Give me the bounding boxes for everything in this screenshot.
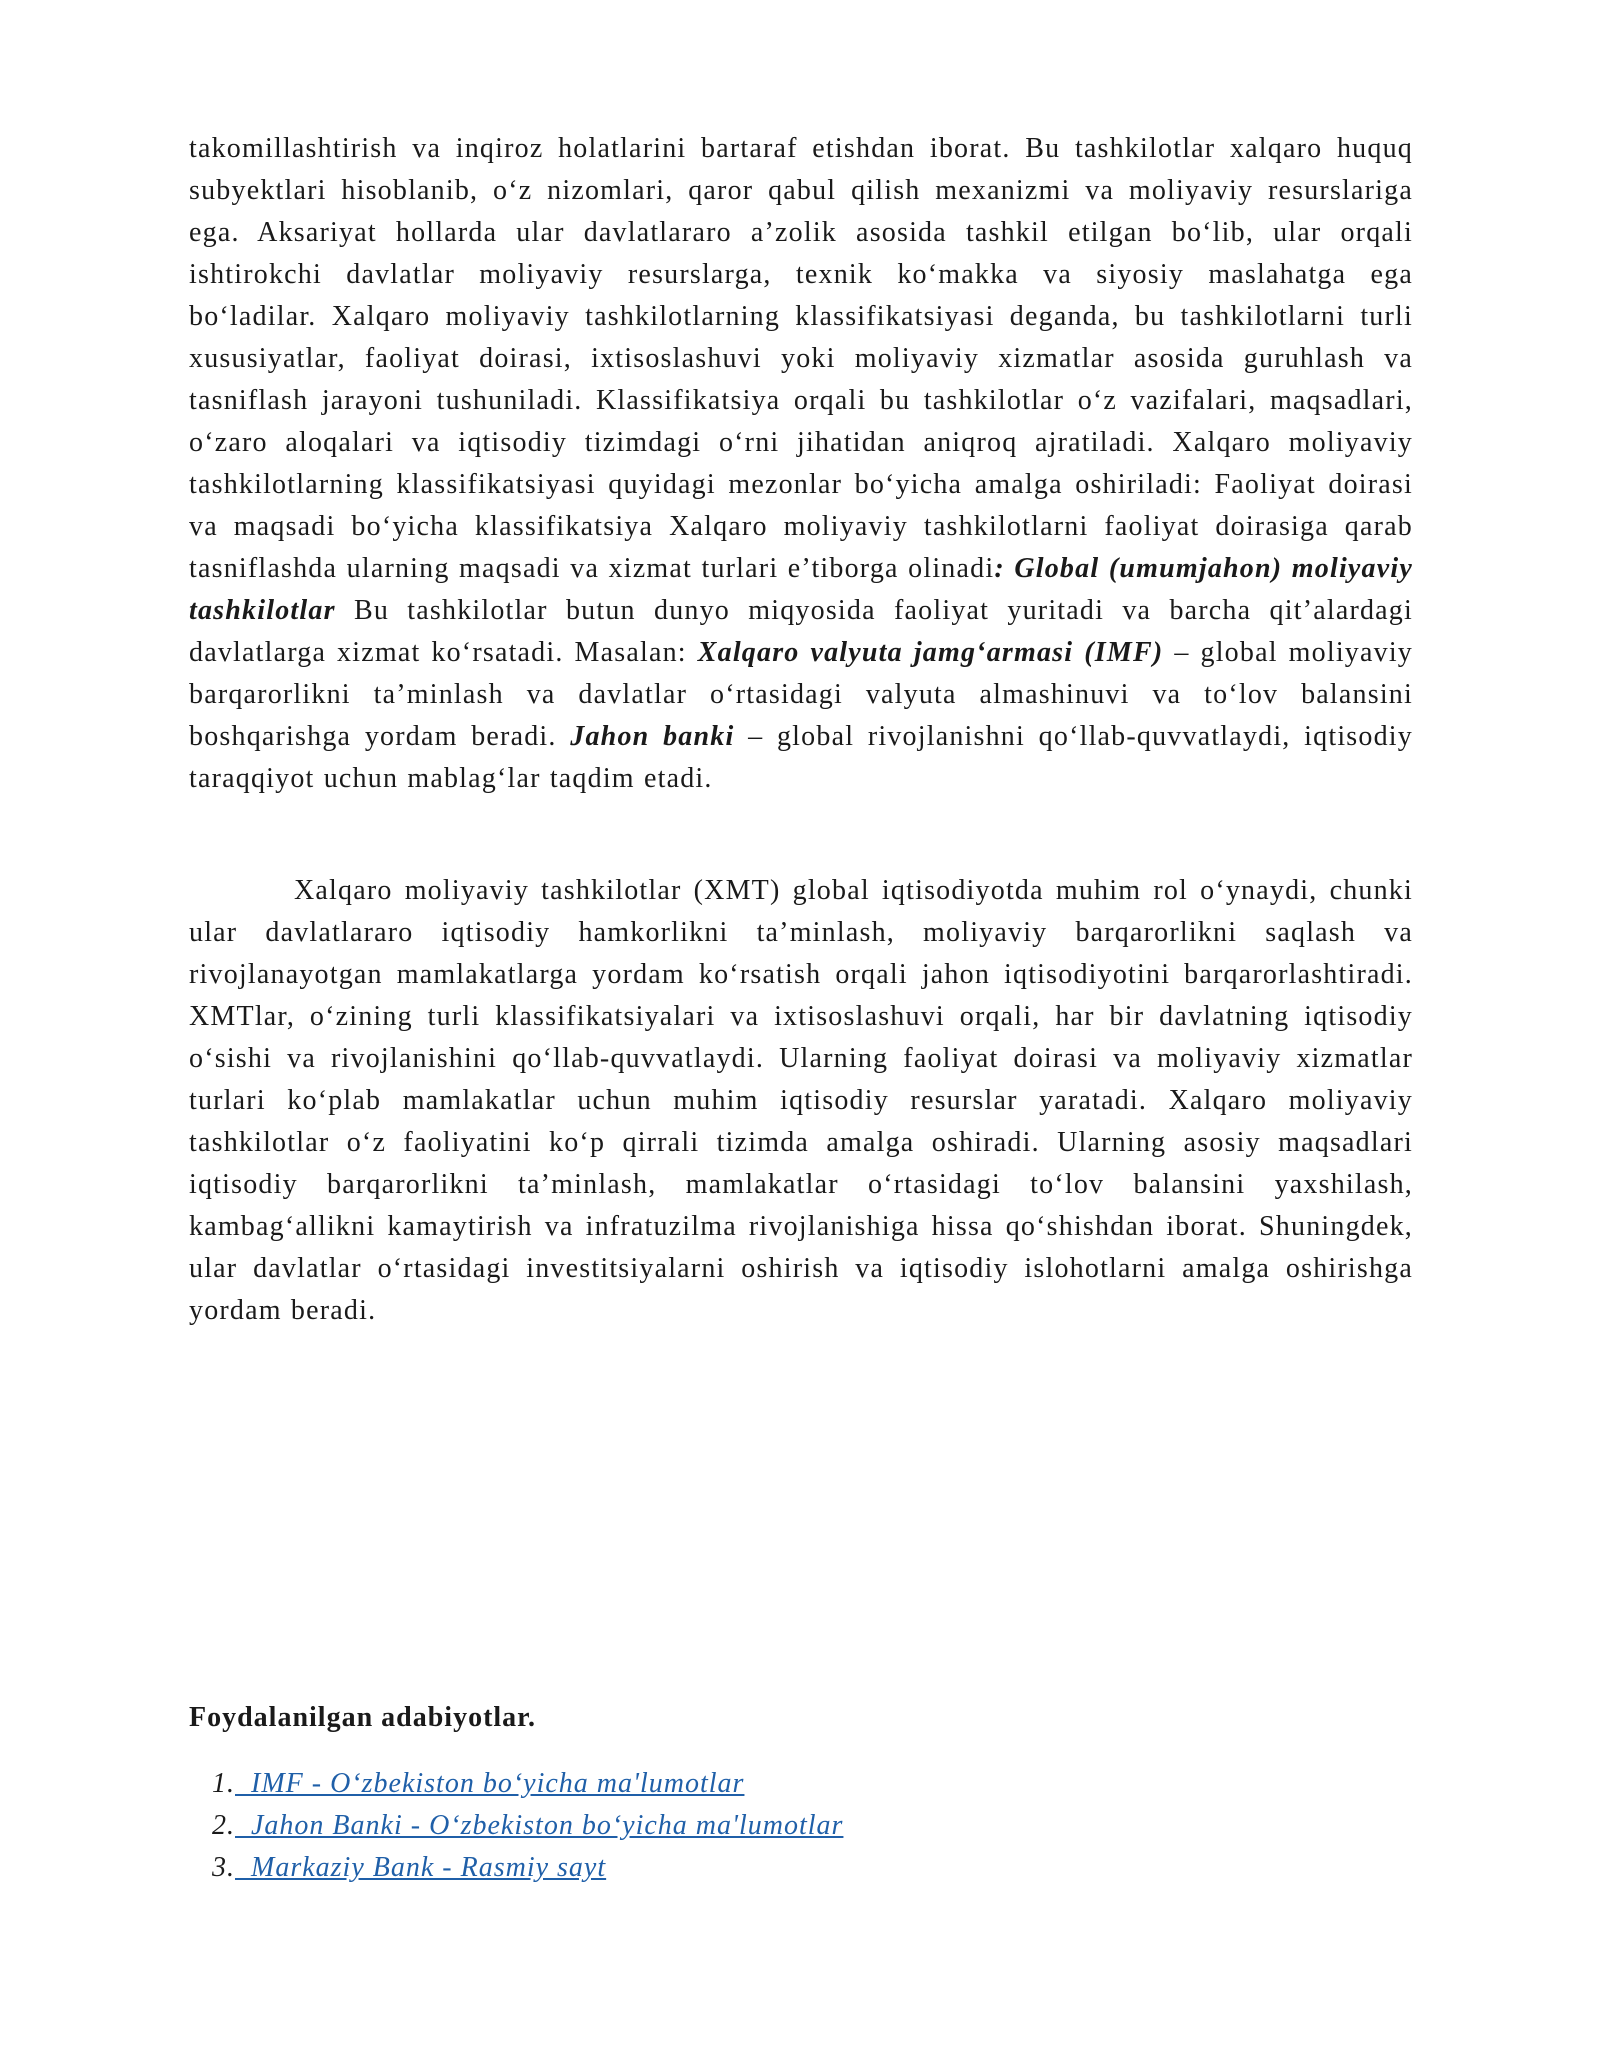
reference-number: 1. — [212, 1768, 235, 1799]
paragraph-classification — [189, 128, 1413, 800]
paragraph-text: – global moliyaviy barqarorlikni ta’minlash va davlatlar o‘rtasidagi valyuta almashinuvi va to‘lov balansini boshqarishga yordam beradi. — [189, 637, 1414, 752]
reference-link-central-bank[interactable]: Markaziy Bank - Rasmiy sayt — [251, 1852, 607, 1883]
reference-item — [189, 1805, 843, 1847]
reference-item — [189, 1763, 843, 1805]
reference-link-imf[interactable]: IMF - O‘zbekiston bo‘yicha ma'lumotlar — [251, 1768, 745, 1799]
emphasis-imf: Xalqaro valyuta jamg‘armasi (IMF) — [697, 637, 1164, 668]
paragraph-text: takomillashtirish va inqiroz holatlarini bartaraf etishdan iborat. Bu tashkilotlar xalqaro huquq subyektlari hisoblanib, o‘z nizomlari, qaror qabul qilish mexanizmi va moliyaviy resurslariga ega. Aksariyat hollarda ular davlatlararo a’zolik asosida tashkil etilgan bo‘lib, ular orqali ishtirokchi davlatlar moliyaviy resurslarga, texnik ko‘makka va siyosiy maslahatga ega bo‘ladilar. Xalqaro moliyaviy tashkilotlarning klassifikatsiyasi deganda, bu tashkilotlarni turli xususiyatlar, faoliyat doirasi, ixtisoslashuvi yoki moliyaviy xizmatlar asosida guruhlash va tasniflash jarayoni tushuniladi. Klassifikatsiya orqali bu tashkilotlar o‘z vazifalari, maqsadlari, o‘zaro aloqalari va iqtisodiy tizimdagi o‘rni jihatidan aniqroq ajratiladi. Xalqaro moliyaviy tashkilotlarning klassifikatsiyasi quyidagi mezonlar bo‘yicha amalga oshiriladi: Faoliyat doirasi va maqsadi bo‘yicha klassifikatsiya Xalqaro moliyaviy tashkilotlarni faoliyat doirasiga qarab tasniflashda ularning maqsadi va xizmat turlari e’tiborga olinadi — [189, 133, 1413, 584]
document-body — [189, 128, 1413, 1332]
paragraph-text: Bu tashkilotlar butun dunyo miqyosida faoliyat yuritadi va barcha qit’alardagi davlatlarga xizmat ko‘rsatadi. Masalan: — [189, 595, 1413, 668]
paragraph-xmt-role: Xalqaro moliyaviy tashkilotlar (XMT) global iqtisodiyotda muhim rol o‘ynaydi, chunki ular davlatlararo iqtisodiy hamkorlikni ta’minlash, moliyaviy barqarorlikni saqlash va rivojlanayotgan mamlakatlarga yordam ko‘rsatish orqali jahon iqtisodiyotini barqarorlashtiradi. XMTlar, o‘zining turli klassifikatsiyalari va ixtisoslashuvi orqali, har bir davlatning iqtisodiy o‘sishi va rivojlanishini qo‘llab-quvvatlaydi. Ularning faoliyat doirasi va moliyaviy xizmatlar turlari ko‘plab mamlakatlar uchun muhim iqtisodiy resurslar yaratadi. Xalqaro moliyaviy tashkilotlar o‘z faoliyatini ko‘p qirrali tizimda amalga oshiradi. Ularning asosiy maqsadlari iqtisodiy barqarorlikni ta’minlash, mamlakatlar o‘rtasidagi to‘lov balansini yaxshilash, kambag‘allikni kamaytirish va infratuzilma rivojlanishiga hissa qo‘shishdan iborat. Shuningdek, ular davlatlar o‘rtasidagi investitsiyalarni oshirish va iqtisodiy islohotlarni amalga oshirishga yordam beradi. — [189, 875, 1413, 1326]
reference-number: 3. — [212, 1852, 235, 1883]
reference-link-world-bank[interactable]: Jahon Banki - O‘zbekiston bo‘yicha ma'lumotlar — [251, 1810, 844, 1841]
references-heading: Foydalanilgan adabiyotlar. — [189, 1702, 537, 1733]
reference-item — [189, 1847, 843, 1889]
reference-number: 2. — [212, 1810, 235, 1841]
emphasis-global-organizations: : Global (umumjahon) moliyaviy tashkilotlar — [189, 553, 1413, 626]
emphasis-world-bank: Jahon banki — [570, 721, 735, 752]
paragraph-text: – global rivojlanishni qo‘llab-quvvatlaydi, iqtisodiy taraqqiyot uchun mablag‘lar taqdim etadi. — [189, 721, 1413, 794]
references-list — [189, 1763, 843, 1889]
